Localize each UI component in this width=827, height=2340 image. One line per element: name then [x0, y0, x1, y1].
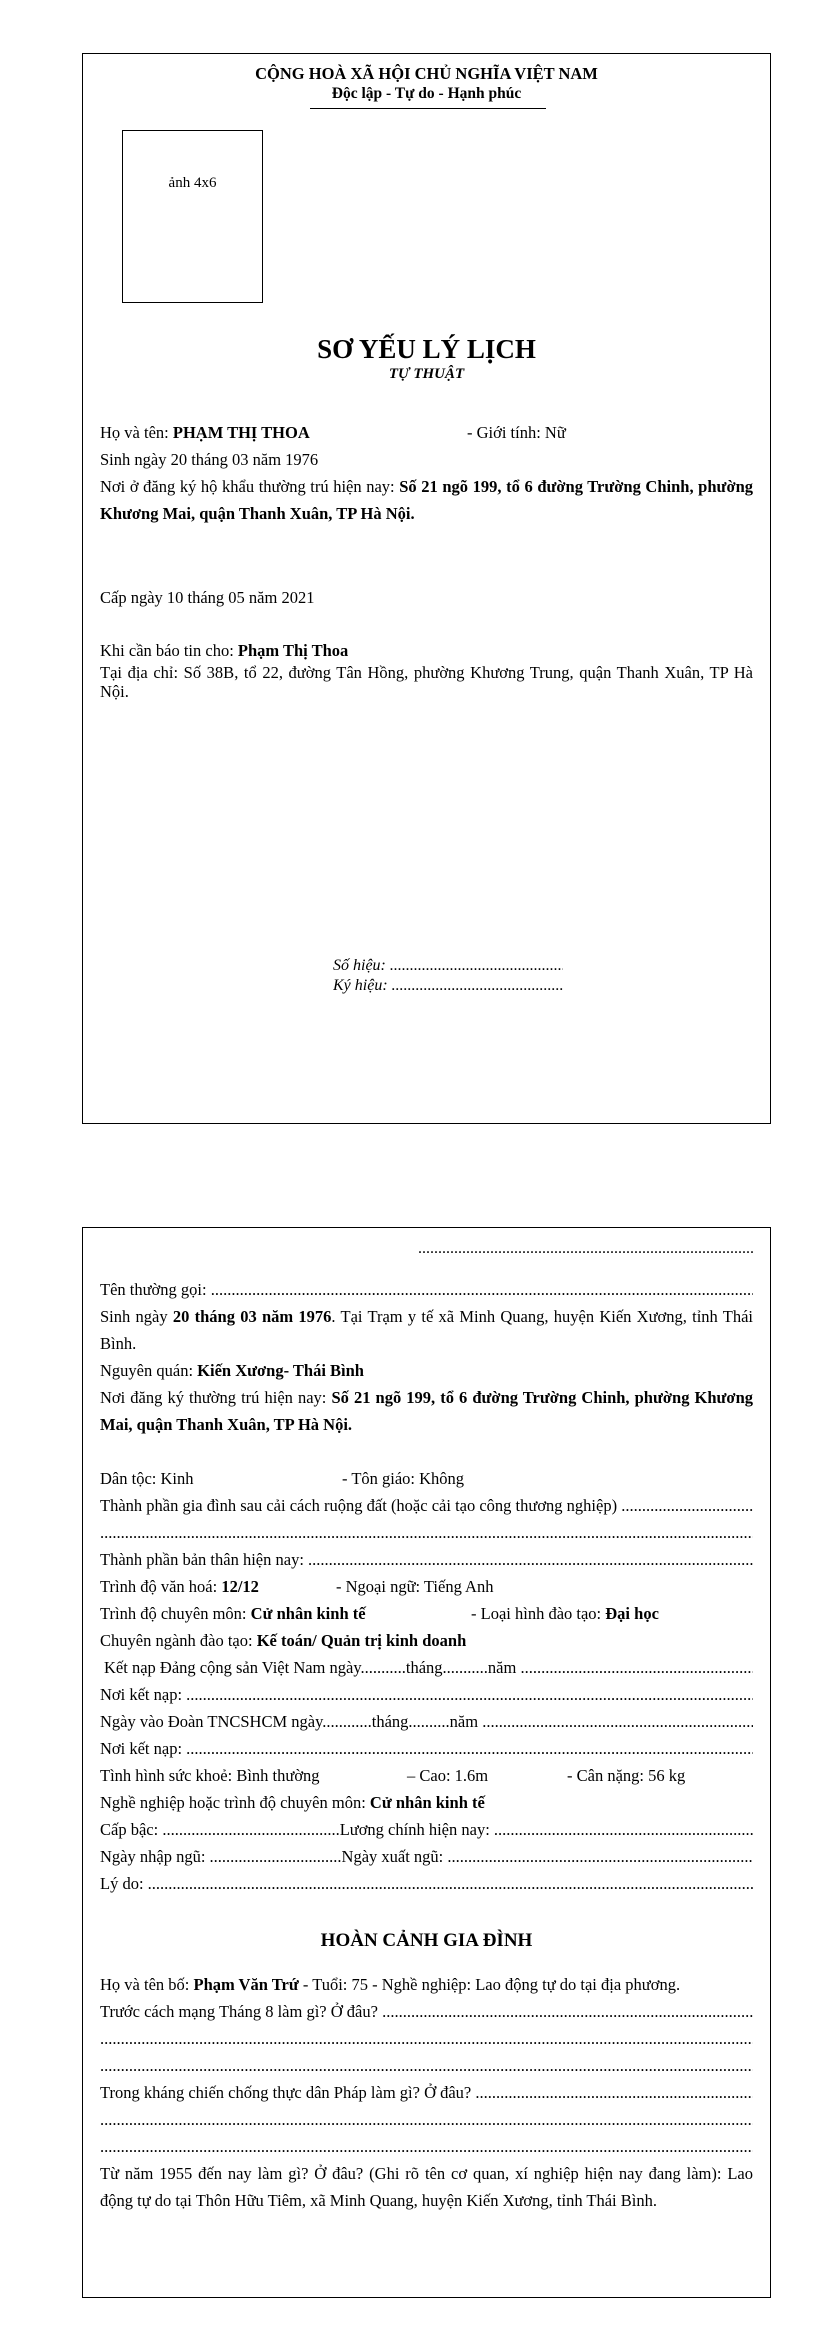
father-line	[100, 1971, 753, 1998]
birth-date-text: Sinh ngày 20 tháng 03 năm 1976	[100, 450, 319, 469]
family-section-heading: HOÀN CẢNH GIA ĐÌNH	[320, 1930, 533, 1951]
symbol-line	[333, 976, 563, 996]
height-text: – Cao: 1.6m	[407, 1766, 489, 1785]
party-join-line: Kết nạp Đảng cộng sản Việt Nam ngày...........tháng...........năm .....	[100, 1654, 753, 1681]
education-value: 12/12	[221, 1577, 259, 1596]
enlist-discharge-line	[100, 1843, 753, 1870]
hometown-label: Nguyên quán:	[100, 1361, 198, 1380]
profession-value: Cử nhân kinh tế	[250, 1604, 366, 1623]
contact-line	[100, 637, 753, 664]
father-label: Họ và tên bố:	[100, 1975, 194, 1994]
serial-number-line	[333, 956, 563, 976]
photo-label: ảnh 4x6	[168, 175, 217, 191]
form-page-2	[82, 1227, 771, 2298]
personal-class-line: Thành phần bản thân hiện nay: .....	[100, 1546, 753, 1573]
answer-line-4	[100, 2133, 753, 2160]
profession-label: Trình độ chuyên môn:	[100, 1604, 251, 1623]
enlist-label: Ngày nhập ngũ:	[100, 1847, 210, 1866]
residence-label: Nơi ở đăng ký hộ khẩu thường trú hiện nay:	[100, 477, 400, 496]
contact-label: Khi cần báo tin cho:	[100, 641, 238, 660]
occupation-line	[100, 1789, 753, 1816]
birth-place: . Tại Trạm y tế xã Minh Quang, huyện Kiến Xương, tỉnh Thái Bình.	[100, 1307, 753, 1353]
document-subtitle: TỰ THUẬT	[388, 366, 465, 382]
hometown-line	[100, 1357, 753, 1384]
rank-salary-line	[100, 1816, 753, 1843]
reason-line: Lý do: .....	[100, 1870, 753, 1897]
full-name-line	[100, 419, 753, 446]
enlist-dots: ................................	[209, 1847, 342, 1866]
youth-union-join-line: Ngày vào Đoàn TNCSHCM ngày............tháng..........năm .....	[100, 1708, 753, 1735]
contact-address: Tại địa chỉ: Số 38B, tổ 22, đường Tân Hồng, phường Khương Trung, quận Thanh Xuân, TP Hà Nội.	[100, 663, 753, 701]
top-dotted-line	[418, 1240, 753, 1258]
french-war-question: Trong kháng chiến chống thực dân Pháp làm gì? Ở đâu? .....	[100, 2079, 753, 2106]
training-type-value: Đại học	[605, 1604, 659, 1623]
since-1955-question: Từ năm 1955 đến nay làm gì? Ở đâu? (Ghi rõ tên cơ quan, xí nghiệp hiện nay đang làm): Lao động tự do tại Thôn Hữu Tiêm, xã Minh Quang, huyện Kiến Xương, tỉnh Thái Bình.	[100, 2164, 753, 2210]
education-label: Trình độ văn hoá:	[100, 1577, 222, 1596]
birth-prefix: Sinh ngày	[100, 1307, 173, 1326]
nickname-line: Tên thường gọi: .....	[100, 1276, 753, 1303]
family-class-continuation	[100, 1519, 753, 1546]
residence-line-2	[100, 1384, 753, 1438]
symbol: Ký hiệu: .....	[333, 976, 563, 996]
father-name: Phạm Văn Trứ	[193, 1975, 299, 1994]
motto-underline	[310, 108, 546, 109]
health-text: Tình hình sức khoẻ: Bình thường	[100, 1766, 320, 1785]
full-name-value: PHẠM THỊ THOA	[172, 423, 310, 442]
answer-line-2	[100, 2052, 753, 2079]
residence-value: Số 21 ngõ 199, tổ 6 đường Trường Chinh, phường Khương Mai, quận Thanh Xuân, TP Hà Nội.	[100, 477, 753, 523]
discharge-label: Ngày xuất ngũ:	[341, 1847, 448, 1866]
rank-dots: ...........................................	[162, 1820, 340, 1839]
language-text: - Ngoại ngữ: Tiếng Anh	[336, 1577, 494, 1596]
weight-text: - Cân nặng: 56 kg	[567, 1766, 686, 1785]
issue-date-text: Cấp ngày 10 tháng 05 năm 2021	[100, 588, 315, 607]
father-details: - Tuổi: 75 - Nghề nghiệp: Lao động tự do tại địa phương.	[298, 1975, 681, 1994]
training-type-line	[471, 1600, 659, 1627]
occupation-value: Cử nhân kinh tế	[369, 1793, 485, 1812]
major-value: Kế toán/ Quản trị kinh doanh	[256, 1631, 467, 1650]
answer-line-3	[100, 2106, 753, 2133]
gender-text: - Giới tính: Nữ	[467, 423, 566, 442]
hometown-value: Kiến Xương- Thái Bình	[197, 1361, 364, 1380]
salary-label: Lương chính hiện nay:	[339, 1820, 494, 1839]
full-name-label: Họ và tên:	[100, 423, 173, 442]
rank-label: Cấp bậc:	[100, 1820, 163, 1839]
family-class-line: Thành phần gia đình sau cải cách ruộng đất (hoặc cải tạo công thương nghiệp) .....	[100, 1492, 753, 1519]
before-revolution-question: Trước cách mạng Tháng 8 làm gì? Ở đâu? .....	[100, 1998, 753, 2025]
contact-value: Phạm Thị Thoa	[237, 641, 349, 660]
residence-value-2: Số 21 ngõ 199, tổ 6 đường Trường Chinh, phường Khương Mai, quận Thanh Xuân, TP Hà Nội.	[100, 1388, 753, 1434]
birth-date: 20 tháng 03 năm 1976	[172, 1307, 332, 1326]
training-type-label: - Loại hình đào tạo:	[471, 1604, 606, 1623]
ethnicity-text: Dân tộc: Kinh	[100, 1469, 194, 1488]
residence-line	[100, 473, 753, 527]
residence-label-2: Nơi đăng ký thường trú hiện nay:	[100, 1388, 332, 1407]
major-label: Chuyên ngành đào tạo:	[100, 1631, 257, 1650]
national-title: CỘNG HOÀ XÃ HỘI CHỦ NGHĨA VIỆT NAM	[255, 64, 598, 83]
document-title: SƠ YẾU LÝ LỊCH	[317, 334, 536, 364]
photo-box	[122, 130, 263, 303]
serial-number: Số hiệu: .....	[333, 956, 563, 976]
party-admit-place: Nơi kết nạp: .....	[100, 1681, 753, 1708]
major-line	[100, 1627, 753, 1654]
motto: Độc lập - Tự do - Hạnh phúc	[331, 85, 522, 102]
youth-admit-place: Nơi kết nạp: .....	[100, 1735, 753, 1762]
occupation-label: Nghề nghiệp hoặc trình độ chuyên môn:	[100, 1793, 370, 1812]
religion-text: - Tôn giáo: Không	[342, 1469, 465, 1488]
birth-line	[100, 1303, 753, 1357]
form-page-1	[82, 53, 771, 1124]
answer-line-1	[100, 2025, 753, 2052]
